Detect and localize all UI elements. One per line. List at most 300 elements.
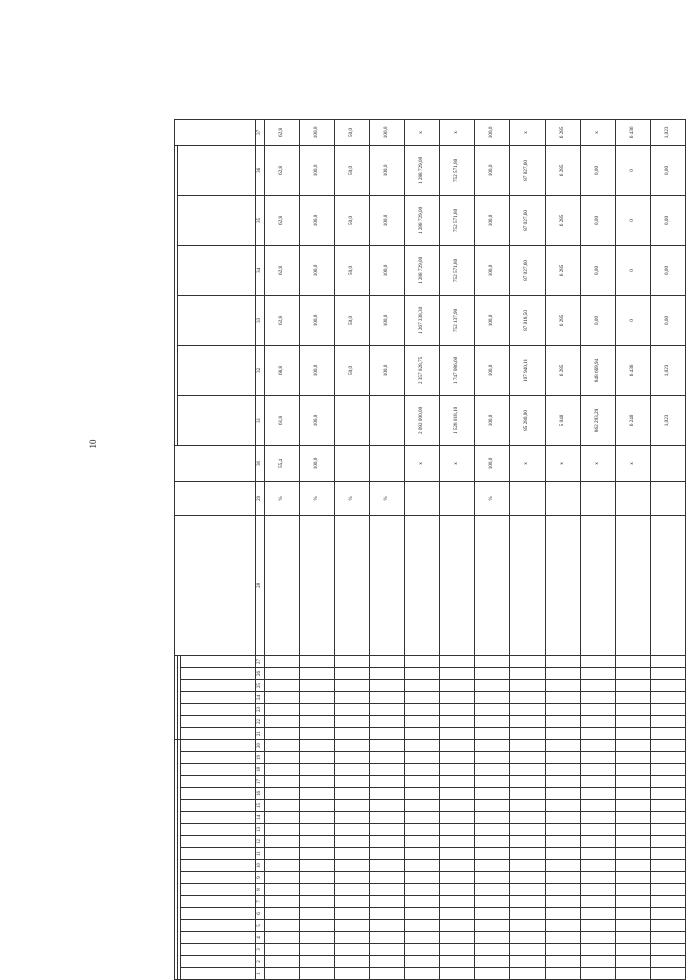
column-number: 10: [256, 860, 265, 872]
year-value-cell: 100,0: [299, 145, 334, 195]
year-value-cell: 107 940,11: [510, 345, 545, 395]
code-cell: [615, 884, 650, 896]
code-cell: [650, 944, 685, 956]
code-cell: [580, 764, 615, 776]
code-cell: [299, 932, 334, 944]
actual-value-cell: 55,4: [264, 445, 299, 481]
code-cell: [405, 692, 440, 704]
code-cell: [475, 776, 510, 788]
code-cell: [510, 704, 545, 716]
year-value-cell: 2 092 000,00: [405, 395, 440, 445]
year-value-cell: 1 288 729,00: [405, 145, 440, 195]
code-cell: [264, 776, 299, 788]
code-cell: [440, 824, 475, 836]
code-cell: [299, 728, 334, 740]
actual-value-cell: x: [510, 445, 545, 481]
code-column-header: [181, 860, 256, 872]
code-cell: [299, 716, 334, 728]
code-cell: [405, 728, 440, 740]
unit-cell: [650, 481, 685, 515]
code-cell: [299, 740, 334, 752]
code-cell: [334, 896, 369, 908]
code-cell: [334, 716, 369, 728]
year-value-cell: 862 293,29: [580, 395, 615, 445]
table-row: [440, 119, 475, 979]
code-cell: [545, 848, 580, 860]
year-value-cell: 61,8: [264, 395, 299, 445]
code-cell: [650, 776, 685, 788]
code-cell: [475, 824, 510, 836]
code-cell: [475, 848, 510, 860]
code-cell: [580, 932, 615, 944]
code-cell: [299, 872, 334, 884]
unit-cell: %: [264, 481, 299, 515]
code-cell: [264, 788, 299, 800]
code-cell: [370, 716, 405, 728]
code-cell: [615, 956, 650, 968]
year-value-cell: 5 040: [545, 395, 580, 445]
code-cell: [334, 860, 369, 872]
code-cell: [615, 968, 650, 980]
code-column-header: [181, 920, 256, 932]
code-cell: [440, 752, 475, 764]
table-row: [370, 119, 405, 979]
code-column-header: [181, 908, 256, 920]
code-cell: [370, 812, 405, 824]
actual-value-cell: [370, 445, 405, 481]
code-cell: [475, 908, 510, 920]
code-cell: [545, 860, 580, 872]
code-cell: [475, 668, 510, 680]
code-cell: [650, 728, 685, 740]
name-header: [175, 515, 256, 655]
code-cell: [580, 728, 615, 740]
code-cell: [510, 812, 545, 824]
code-cell: [264, 655, 299, 667]
table-row: [615, 119, 650, 979]
year-value-cell: 0,00: [650, 145, 685, 195]
column-number: 7: [256, 896, 265, 908]
table-row: [299, 119, 334, 979]
final-value-cell: 50,0: [334, 119, 369, 145]
actual-value-cell: x: [615, 445, 650, 481]
code-cell: [370, 692, 405, 704]
table-row: [405, 119, 440, 979]
code-cell: [264, 824, 299, 836]
code-column-header: [181, 824, 256, 836]
code-cell: [334, 932, 369, 944]
code-cell: [405, 655, 440, 667]
code-cell: [580, 836, 615, 848]
code-cell: [405, 848, 440, 860]
code-cell: [264, 704, 299, 716]
actual-value-cell: 100,0: [299, 445, 334, 481]
code-cell: [510, 740, 545, 752]
code-cell: [405, 788, 440, 800]
code-cell: [545, 716, 580, 728]
code-cell: [264, 968, 299, 980]
code-cell: [264, 908, 299, 920]
year-value-cell: 50,0: [334, 145, 369, 195]
code-cell: [580, 896, 615, 908]
code-column-header: [181, 668, 256, 680]
code-cell: [615, 848, 650, 860]
code-cell: [580, 752, 615, 764]
code-cell: [264, 716, 299, 728]
column-number: 24: [256, 692, 265, 704]
code-cell: [440, 716, 475, 728]
code-cell: [545, 764, 580, 776]
code-cell: [440, 884, 475, 896]
code-cell: [405, 884, 440, 896]
code-cell: [370, 860, 405, 872]
code-cell: [299, 884, 334, 896]
code-cell: [334, 764, 369, 776]
code-cell: [580, 908, 615, 920]
indicator-name-cell: [510, 515, 545, 655]
table-row: [264, 119, 299, 979]
code-column-header: [181, 956, 256, 968]
code-cell: [510, 884, 545, 896]
code-cell: [440, 848, 475, 860]
code-cell: [405, 716, 440, 728]
code-cell: [510, 764, 545, 776]
code-column-header: [181, 764, 256, 776]
code-cell: [405, 776, 440, 788]
year-value-cell: 0,00: [580, 245, 615, 295]
column-number: 3: [256, 944, 265, 956]
code-cell: [580, 716, 615, 728]
year-value-cell: 100,0: [370, 245, 405, 295]
code-cell: [510, 860, 545, 872]
year-value-cell: 87 018,50: [510, 295, 545, 345]
year-header-6: [178, 145, 256, 195]
code-cell: [334, 848, 369, 860]
code-cell: [370, 872, 405, 884]
year-value-cell: 85 280,00: [510, 395, 545, 445]
code-column-header: [181, 896, 256, 908]
column-number: 23: [256, 704, 265, 716]
year-value-cell: 0,00: [580, 295, 615, 345]
code-cell: [370, 896, 405, 908]
code-cell: [580, 680, 615, 692]
code-cell: [440, 776, 475, 788]
year-value-cell: 50,0: [334, 195, 369, 245]
code-cell: [510, 848, 545, 860]
code-cell: [615, 944, 650, 956]
code-cell: [264, 692, 299, 704]
indicator-name-cell: [475, 515, 510, 655]
column-number: 34: [256, 245, 265, 295]
code-cell: [334, 908, 369, 920]
code-cell: [264, 764, 299, 776]
code-cell: [405, 740, 440, 752]
code-cell: [510, 668, 545, 680]
code-cell: [264, 800, 299, 812]
column-number: 14: [256, 812, 265, 824]
code-cell: [440, 932, 475, 944]
code-cell: [650, 956, 685, 968]
year-value-cell: 87 027,60: [510, 145, 545, 195]
code-cell: [545, 776, 580, 788]
code-cell: [334, 740, 369, 752]
code-cell: [475, 704, 510, 716]
code-cell: [650, 872, 685, 884]
code-cell: [264, 812, 299, 824]
code-cell: [264, 932, 299, 944]
year-header-2: [178, 345, 256, 395]
year-value-cell: 6 285: [545, 345, 580, 395]
code-cell: [580, 668, 615, 680]
code-cell: [264, 752, 299, 764]
year-value-cell: 0,00: [650, 245, 685, 295]
column-number: 21: [256, 728, 265, 740]
code-cell: [615, 680, 650, 692]
column-number: 2: [256, 956, 265, 968]
code-cell: [545, 704, 580, 716]
code-cell: [299, 668, 334, 680]
year-value-cell: 1 288 729,00: [405, 245, 440, 295]
year-value-cell: 100,0: [299, 245, 334, 295]
code-cell: [545, 920, 580, 932]
code-cell: [650, 932, 685, 944]
code-cell: [440, 956, 475, 968]
code-cell: [615, 716, 650, 728]
table-row: [334, 119, 369, 979]
code-cell: [440, 655, 475, 667]
year-value-cell: 100,0: [475, 345, 510, 395]
code-column-header: [181, 776, 256, 788]
code-cell: [580, 968, 615, 980]
code-cell: [440, 896, 475, 908]
indicator-name-cell: [405, 515, 440, 655]
code-cell: [475, 800, 510, 812]
code-cell: [510, 968, 545, 980]
column-number: 22: [256, 716, 265, 728]
code-cell: [475, 956, 510, 968]
unit-header: [175, 481, 256, 515]
code-cell: [475, 752, 510, 764]
code-cell: [440, 908, 475, 920]
unit-cell: [405, 481, 440, 515]
page-number: 10: [88, 439, 98, 449]
year-value-cell: 62,8: [264, 145, 299, 195]
unit-cell: [440, 481, 475, 515]
code-cell: [440, 920, 475, 932]
column-number: 9: [256, 872, 265, 884]
code-cell: [510, 788, 545, 800]
code-cell: [405, 956, 440, 968]
code-cell: [299, 860, 334, 872]
column-numbers-row: [256, 119, 265, 979]
code-cell: [615, 896, 650, 908]
code-cell: [264, 872, 299, 884]
code-cell: [370, 968, 405, 980]
code-cell: [510, 872, 545, 884]
code-cell: [615, 776, 650, 788]
code-cell: [264, 860, 299, 872]
code-cell: [299, 908, 334, 920]
code-cell: [264, 848, 299, 860]
table-row: [475, 119, 510, 979]
code-cell: [545, 968, 580, 980]
code-cell: [545, 872, 580, 884]
code-cell: [405, 812, 440, 824]
code-cell: [334, 752, 369, 764]
code-column-header: [181, 655, 256, 667]
code-column-header: [181, 884, 256, 896]
code-cell: [264, 680, 299, 692]
code-cell: [334, 680, 369, 692]
year-value-cell: 848 669,94: [580, 345, 615, 395]
year-value-cell: 100,0: [299, 345, 334, 395]
year-value-cell: 752 571,80: [440, 245, 475, 295]
unit-cell: [615, 481, 650, 515]
code-column-header: [181, 812, 256, 824]
final-value-header: [175, 119, 256, 145]
column-number: 6: [256, 908, 265, 920]
actual-value-cell: x: [580, 445, 615, 481]
code-cell: [440, 836, 475, 848]
year-value-cell: 100,0: [475, 245, 510, 295]
code-cell: [370, 824, 405, 836]
code-cell: [615, 655, 650, 667]
code-cell: [580, 860, 615, 872]
code-cell: [510, 692, 545, 704]
code-cell: [370, 680, 405, 692]
code-cell: [580, 920, 615, 932]
indicator-name-cell: [370, 515, 405, 655]
final-value-cell: 100,0: [475, 119, 510, 145]
year-value-cell: 1,023: [650, 395, 685, 445]
code-cell: [405, 668, 440, 680]
year-header-4: [178, 245, 256, 295]
code-cell: [580, 692, 615, 704]
column-number: 15: [256, 800, 265, 812]
year-value-cell: 6 285: [545, 195, 580, 245]
code-cell: [334, 668, 369, 680]
code-cell: [405, 836, 440, 848]
code-cell: [615, 728, 650, 740]
code-cell: [475, 896, 510, 908]
code-cell: [615, 704, 650, 716]
column-number: 36: [256, 145, 265, 195]
year-header-1: [178, 395, 256, 445]
unit-cell: %: [475, 481, 510, 515]
code-cell: [440, 680, 475, 692]
actual-value-cell: x: [440, 445, 475, 481]
code-cell: [264, 956, 299, 968]
code-cell: [334, 692, 369, 704]
year-value-cell: 752 137,90: [440, 295, 475, 345]
code-cell: [370, 800, 405, 812]
code-cell: [405, 872, 440, 884]
code-cell: [299, 764, 334, 776]
code-cell: [370, 908, 405, 920]
code-cell: [370, 655, 405, 667]
code-cell: [334, 872, 369, 884]
final-value-cell: 6 436: [615, 119, 650, 145]
code-cell: [580, 788, 615, 800]
code-cell: [264, 884, 299, 896]
code-column-header: [181, 788, 256, 800]
code-cell: [405, 908, 440, 920]
code-cell: [545, 956, 580, 968]
code-cell: [299, 812, 334, 824]
code-cell: [299, 896, 334, 908]
year-value-cell: 62,8: [264, 245, 299, 295]
code-cell: [650, 692, 685, 704]
column-number: 20: [256, 740, 265, 752]
code-cell: [299, 944, 334, 956]
code-cell: [580, 956, 615, 968]
year-value-cell: 752 571,80: [440, 195, 475, 245]
code-cell: [545, 884, 580, 896]
code-cell: [650, 764, 685, 776]
column-number: 13: [256, 824, 265, 836]
final-value-cell: 100,0: [370, 119, 405, 145]
code-cell: [440, 872, 475, 884]
code-cell: [334, 824, 369, 836]
code-cell: [440, 812, 475, 824]
code-cell: [615, 908, 650, 920]
code-column-header: [181, 752, 256, 764]
code-cell: [405, 752, 440, 764]
year-value-cell: 62,8: [264, 295, 299, 345]
indicator-name-cell: [440, 515, 475, 655]
year-value-cell: 1 288 729,00: [405, 195, 440, 245]
code-cell: [405, 920, 440, 932]
code-cell: [334, 812, 369, 824]
code-cell: [405, 944, 440, 956]
actual-value-cell: [650, 445, 685, 481]
year-value-cell: [370, 395, 405, 445]
code-cell: [650, 680, 685, 692]
final-value-cell: 62,8: [264, 119, 299, 145]
column-number: 19: [256, 752, 265, 764]
code-cell: [650, 716, 685, 728]
year-value-cell: 100,0: [299, 395, 334, 445]
code-cell: [299, 655, 334, 667]
code-column-header: [181, 848, 256, 860]
year-value-cell: 6 436: [615, 345, 650, 395]
final-value-cell: x: [580, 119, 615, 145]
code-cell: [334, 836, 369, 848]
code-cell: [264, 728, 299, 740]
unit-cell: [510, 481, 545, 515]
code-cell: [475, 860, 510, 872]
final-value-cell: 100,0: [299, 119, 334, 145]
code-cell: [405, 680, 440, 692]
code-cell: [475, 680, 510, 692]
code-cell: [370, 956, 405, 968]
code-cell: [545, 788, 580, 800]
code-cell: [334, 728, 369, 740]
year-value-cell: 87 027,60: [510, 195, 545, 245]
year-value-cell: 0: [615, 295, 650, 345]
code-cell: [440, 968, 475, 980]
code-cell: [334, 968, 369, 980]
code-cell: [475, 944, 510, 956]
code-cell: [475, 872, 510, 884]
year-value-cell: 100,0: [299, 295, 334, 345]
code-cell: [405, 968, 440, 980]
code-cell: [299, 752, 334, 764]
column-number: 18: [256, 764, 265, 776]
code-cell: [580, 704, 615, 716]
code-cell: [615, 764, 650, 776]
final-value-cell: 6 285: [545, 119, 580, 145]
